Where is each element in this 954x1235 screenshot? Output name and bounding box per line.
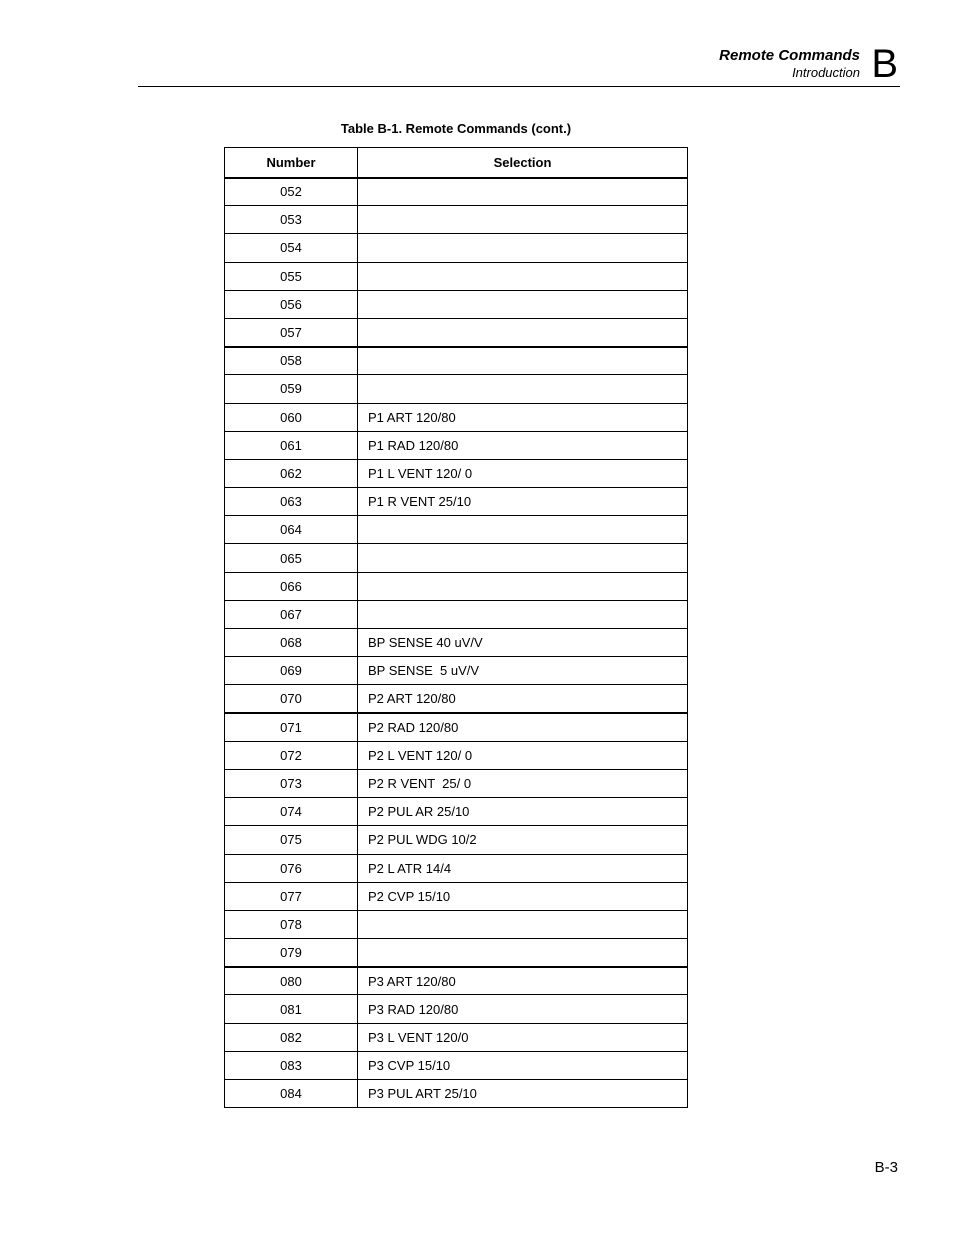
header-title: Remote Commands xyxy=(719,47,860,64)
table-row xyxy=(225,431,688,459)
row-selection-cell: P2 PUL WDG 10/2 xyxy=(358,826,688,854)
table-row xyxy=(225,882,688,910)
table-row xyxy=(225,516,688,544)
row-selection-cell xyxy=(358,375,688,403)
row-number-cell: 079 xyxy=(225,939,358,967)
table-row xyxy=(225,995,688,1023)
table-row xyxy=(225,939,688,967)
row-selection-cell: P2 R VENT 25/ 0 xyxy=(358,769,688,797)
row-selection-cell xyxy=(358,206,688,234)
row-selection-cell: P3 CVP 15/10 xyxy=(358,1051,688,1079)
row-number-cell: 078 xyxy=(225,910,358,938)
table-row xyxy=(225,488,688,516)
table-row xyxy=(225,234,688,262)
row-selection-cell: P2 L ATR 14/4 xyxy=(358,854,688,882)
table-caption: Table B-1. Remote Commands (cont.) xyxy=(340,121,572,136)
row-selection-cell: P1 L VENT 120/ 0 xyxy=(358,459,688,487)
row-selection-cell: P2 PUL AR 25/10 xyxy=(358,798,688,826)
row-number-cell: 084 xyxy=(225,1080,358,1108)
row-number-cell: 083 xyxy=(225,1051,358,1079)
row-number-cell: 072 xyxy=(225,741,358,769)
row-number-cell: 061 xyxy=(225,431,358,459)
row-selection-cell: P3 PUL ART 25/10 xyxy=(358,1080,688,1108)
row-number-cell: 056 xyxy=(225,290,358,318)
table-row xyxy=(225,657,688,685)
row-number-cell: 066 xyxy=(225,572,358,600)
remote-commands-table xyxy=(224,147,688,1108)
row-number-cell: 073 xyxy=(225,769,358,797)
row-number-cell: 071 xyxy=(225,713,358,741)
page-number: B-3 xyxy=(874,1159,898,1176)
table-row xyxy=(225,206,688,234)
table-row xyxy=(225,544,688,572)
table-row xyxy=(225,178,688,206)
row-selection-cell xyxy=(358,572,688,600)
row-selection-cell xyxy=(358,178,688,206)
row-number-cell: 065 xyxy=(225,544,358,572)
table-row xyxy=(225,1051,688,1079)
row-number-cell: 074 xyxy=(225,798,358,826)
header-subtitle: Introduction xyxy=(792,65,860,80)
row-number-cell: 062 xyxy=(225,459,358,487)
row-number-cell: 063 xyxy=(225,488,358,516)
row-number-cell: 057 xyxy=(225,318,358,346)
row-selection-cell: P1 ART 120/80 xyxy=(358,403,688,431)
row-number-cell: 053 xyxy=(225,206,358,234)
row-number-cell: 069 xyxy=(225,657,358,685)
table-row xyxy=(225,1023,688,1051)
row-selection-cell xyxy=(358,318,688,346)
row-selection-cell xyxy=(358,290,688,318)
row-selection-cell: P3 RAD 120/80 xyxy=(358,995,688,1023)
page-header xyxy=(138,44,900,87)
row-number-cell: 075 xyxy=(225,826,358,854)
table-row xyxy=(225,854,688,882)
row-selection-cell: P3 L VENT 120/0 xyxy=(358,1023,688,1051)
row-number-cell: 055 xyxy=(225,262,358,290)
table-header-row xyxy=(225,148,688,178)
row-selection-cell xyxy=(358,939,688,967)
row-number-cell: 067 xyxy=(225,600,358,628)
table-row xyxy=(225,262,688,290)
column-header-selection: Selection xyxy=(358,148,688,178)
row-number-cell: 064 xyxy=(225,516,358,544)
row-number-cell: 068 xyxy=(225,629,358,657)
row-selection-cell xyxy=(358,910,688,938)
row-selection-cell: P1 RAD 120/80 xyxy=(358,431,688,459)
table-row xyxy=(225,741,688,769)
row-number-cell: 054 xyxy=(225,234,358,262)
row-selection-cell xyxy=(358,262,688,290)
section-letter: B xyxy=(871,42,898,86)
row-number-cell: 059 xyxy=(225,375,358,403)
header-text xyxy=(719,47,860,81)
table-row xyxy=(225,600,688,628)
table-row xyxy=(225,685,688,713)
table-row xyxy=(225,910,688,938)
row-number-cell: 080 xyxy=(225,967,358,995)
row-selection-cell xyxy=(358,347,688,375)
row-number-cell: 076 xyxy=(225,854,358,882)
row-selection-cell: P1 R VENT 25/10 xyxy=(358,488,688,516)
row-selection-cell: P2 L VENT 120/ 0 xyxy=(358,741,688,769)
row-selection-cell xyxy=(358,516,688,544)
table-row xyxy=(225,347,688,375)
table-row xyxy=(225,375,688,403)
table-body xyxy=(225,178,688,1108)
row-selection-cell: P2 CVP 15/10 xyxy=(358,882,688,910)
table-row xyxy=(225,967,688,995)
row-number-cell: 077 xyxy=(225,882,358,910)
row-number-cell: 081 xyxy=(225,995,358,1023)
row-number-cell: 082 xyxy=(225,1023,358,1051)
row-selection-cell: BP SENSE 40 uV/V xyxy=(358,629,688,657)
row-selection-cell: BP SENSE 5 uV/V xyxy=(358,657,688,685)
table-row xyxy=(225,798,688,826)
table-row xyxy=(225,826,688,854)
row-selection-cell: P3 ART 120/80 xyxy=(358,967,688,995)
table-row xyxy=(225,403,688,431)
table-row xyxy=(225,769,688,797)
row-selection-cell: P2 ART 120/80 xyxy=(358,685,688,713)
table-row xyxy=(225,1080,688,1108)
column-header-number: Number xyxy=(225,148,358,178)
table-row xyxy=(225,713,688,741)
row-selection-cell xyxy=(358,234,688,262)
row-number-cell: 060 xyxy=(225,403,358,431)
row-selection-cell xyxy=(358,600,688,628)
table-row xyxy=(225,572,688,600)
row-number-cell: 058 xyxy=(225,347,358,375)
table-row xyxy=(225,459,688,487)
row-selection-cell: P2 RAD 120/80 xyxy=(358,713,688,741)
row-selection-cell xyxy=(358,544,688,572)
table-row xyxy=(225,318,688,346)
table-row xyxy=(225,290,688,318)
table-row xyxy=(225,629,688,657)
row-number-cell: 070 xyxy=(225,685,358,713)
row-number-cell: 052 xyxy=(225,178,358,206)
